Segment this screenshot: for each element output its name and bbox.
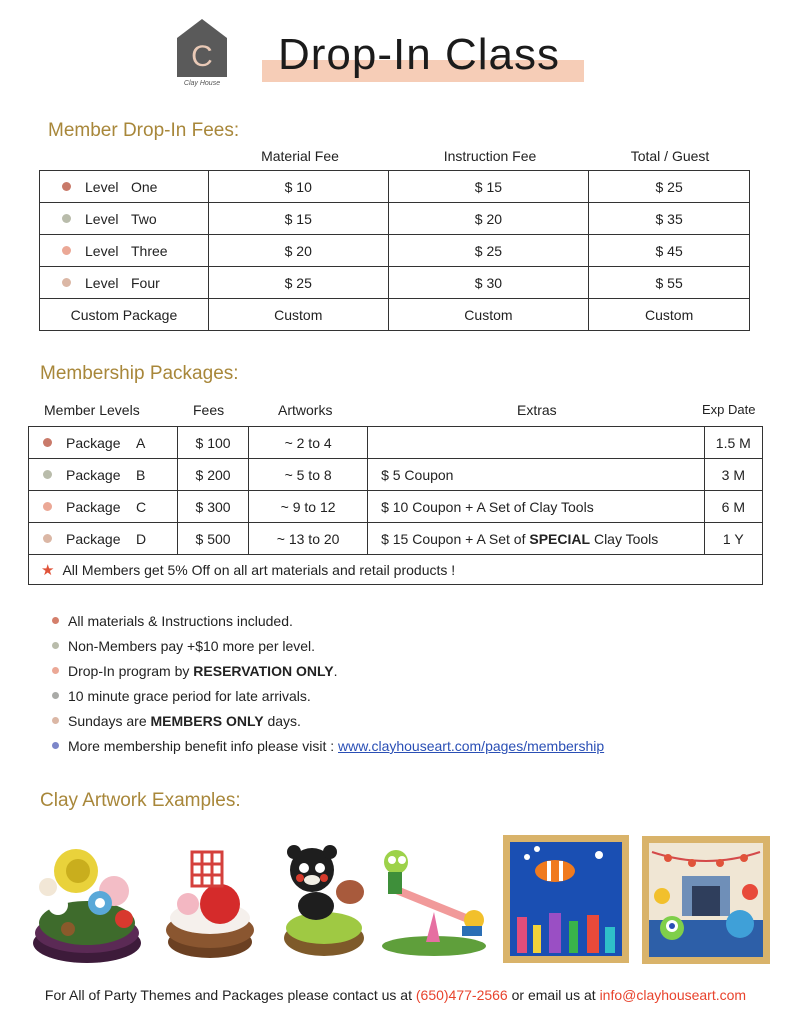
col-artworks: Artworks [278,402,333,418]
material-fee-cell: $ 25 [208,267,388,299]
clay-house-logo [176,18,228,78]
package-dot-icon [43,502,52,511]
package-cell [29,491,178,523]
level-name: Four [131,274,160,291]
info-bullet-item [52,612,604,637]
package-dot-icon [43,438,52,447]
exp-date-cell: 6 M [704,491,762,523]
level-dot-icon [62,214,71,223]
level-cell [40,235,209,267]
bullet-text: Non-Members pay +$10 more per level. [68,638,316,654]
level-dot-icon [62,278,71,287]
instruction-fee-cell: $ 20 [388,203,589,235]
footer-text: For All of Party Themes and Packages please contact us at [44,987,416,1003]
flower-bowl-artwork [28,835,146,965]
bullet-dot-icon [52,642,59,649]
members-discount-row [29,555,763,585]
total-fee-cell: $ 25 [589,171,750,203]
material-fee-cell: $ 20 [208,235,388,267]
package-fee-cell: $ 200 [177,459,248,491]
info-bullet-list [52,612,604,762]
package-label: Package [66,498,121,515]
info-bullet-item [52,737,604,762]
package-row-b [29,459,763,491]
info-bullet-item [52,712,604,737]
col-fees: Fees [193,402,225,418]
page-title: Drop-In Class [278,30,560,79]
package-cell [29,523,178,555]
phone-number[interactable]: (650)477-2566 [415,987,508,1003]
info-bullet-item [52,687,604,712]
level-name: Three [131,242,168,259]
package-fee-cell: $ 300 [177,491,248,523]
exp-date-cell: 3 M [704,459,762,491]
bullet-text: All materials & Instructions included. [68,613,293,629]
package-fee-cell: $ 500 [177,523,248,555]
artworks-cell: ~ 13 to 20 [249,523,368,555]
examples-title: Clay Artwork Examples: [40,790,241,811]
fee-row-custom [40,299,750,331]
level-label: Level [85,242,119,259]
material-fee-cell: $ 10 [208,171,388,203]
footer-text-mid: or email us at [507,987,600,1003]
discount-text: All Members get 5% Off on all art materials and retail products ! [62,561,456,578]
level-name: Two [131,210,157,227]
star-icon: ★ [41,561,55,579]
contact-footer [0,987,791,1003]
package-letter: D [136,530,147,547]
members-discount-note [29,555,763,585]
level-dot-icon [62,246,71,255]
bullet-dot-icon [52,617,59,624]
extras-text-after: Clay Tools [590,530,659,547]
bullet-text: More membership benefit info please visit : [68,738,339,754]
col-material-fee: Material Fee [261,148,339,164]
col-exp-date: Exp Date [702,402,756,417]
material-fee-cell: Custom [208,299,388,331]
level-cell [40,267,209,299]
instruction-fee-cell: $ 15 [388,171,589,203]
bullet-text-after: . [333,663,338,679]
package-dot-icon [43,470,52,479]
extras-bold-text: SPECIAL [529,530,591,547]
level-name: One [131,178,158,195]
col-member-levels: Member Levels [44,402,140,418]
col-extras: Extras [517,402,557,418]
logo-caption: Clay House [183,80,221,87]
exp-date-cell: 1 Y [704,523,762,555]
bullet-bold-text: MEMBERS ONLY [150,713,264,729]
bullet-bold-text: RESERVATION ONLY [193,663,334,679]
level-label: Level [85,274,119,291]
extras-cell [368,523,705,555]
package-row-d [29,523,763,555]
fee-row-level-2 [40,203,750,235]
package-fee-cell: $ 100 [177,427,248,459]
bullet-dot-icon [52,667,59,674]
package-label: Package [66,434,121,451]
instruction-fee-cell: $ 30 [388,267,589,299]
member-fees-title: Member Drop-In Fees: [48,120,240,141]
package-dot-icon [43,534,52,543]
extras-cell [368,491,705,523]
total-fee-cell: $ 35 [589,203,750,235]
fee-row-level-4 [40,267,750,299]
col-instruction-fee: Instruction Fee [443,148,537,164]
member-fees-table [39,170,750,331]
logo-letter: C [191,40,213,73]
bullet-dot-icon [52,692,59,699]
instruction-fee-cell: $ 25 [388,235,589,267]
level-cell [40,171,209,203]
artworks-cell: ~ 9 to 12 [249,491,368,523]
package-label: Package [66,530,121,547]
info-bullet-item [52,662,604,687]
material-fee-cell: $ 15 [208,203,388,235]
email-link[interactable]: info@clayhouseart.com [599,987,747,1003]
package-label: Package [66,466,121,483]
extras-text: $ 10 Coupon + A Set of Clay Tools [381,498,594,515]
membership-title: Membership Packages: [40,363,239,384]
extras-text: $ 15 Coupon + A Set of [381,530,530,547]
total-fee-cell: $ 55 [589,267,750,299]
house-logo-icon [176,18,228,78]
cupcake-artwork [158,842,266,962]
instruction-fee-cell: Custom [388,299,589,331]
level-cell [40,203,209,235]
package-letter: B [136,466,146,483]
bear-artwork [276,840,374,962]
extras-cell [368,459,705,491]
exp-date-cell: 1.5 M [704,427,762,459]
monsters-frame-artwork [642,836,770,964]
level-label: Level [85,210,119,227]
package-cell [29,427,178,459]
custom-package-label: Custom Package [40,299,209,331]
level-label: Level [85,178,119,195]
total-fee-cell: $ 45 [589,235,750,267]
artworks-cell: ~ 2 to 4 [249,427,368,459]
artworks-cell: ~ 5 to 8 [249,459,368,491]
bullet-text-after: days. [263,713,301,729]
bullet-text: 10 minute grace period for late arrivals. [68,688,311,704]
info-bullet-item [52,637,604,662]
package-row-a [29,427,763,459]
aquarium-frame-artwork [503,835,629,963]
bullet-text: Drop-In program by [68,663,194,679]
package-cell [29,459,178,491]
total-fee-cell: Custom [589,299,750,331]
bullet-dot-icon [52,717,59,724]
bullet-dot-icon [52,742,59,749]
membership-link[interactable]: www.clayhouseart.com/pages/membership [338,738,605,754]
level-dot-icon [62,182,71,191]
package-letter: C [136,498,147,515]
col-total-guest: Total / Guest [630,148,710,164]
package-letter: A [136,434,146,451]
seesaw-artwork [376,842,496,960]
bullet-text: Sundays are [68,713,151,729]
extras-text: $ 5 Coupon [381,466,454,483]
package-row-c [29,491,763,523]
membership-table [28,426,763,585]
fee-row-level-1 [40,171,750,203]
fee-row-level-3 [40,235,750,267]
extras-cell [368,427,705,459]
